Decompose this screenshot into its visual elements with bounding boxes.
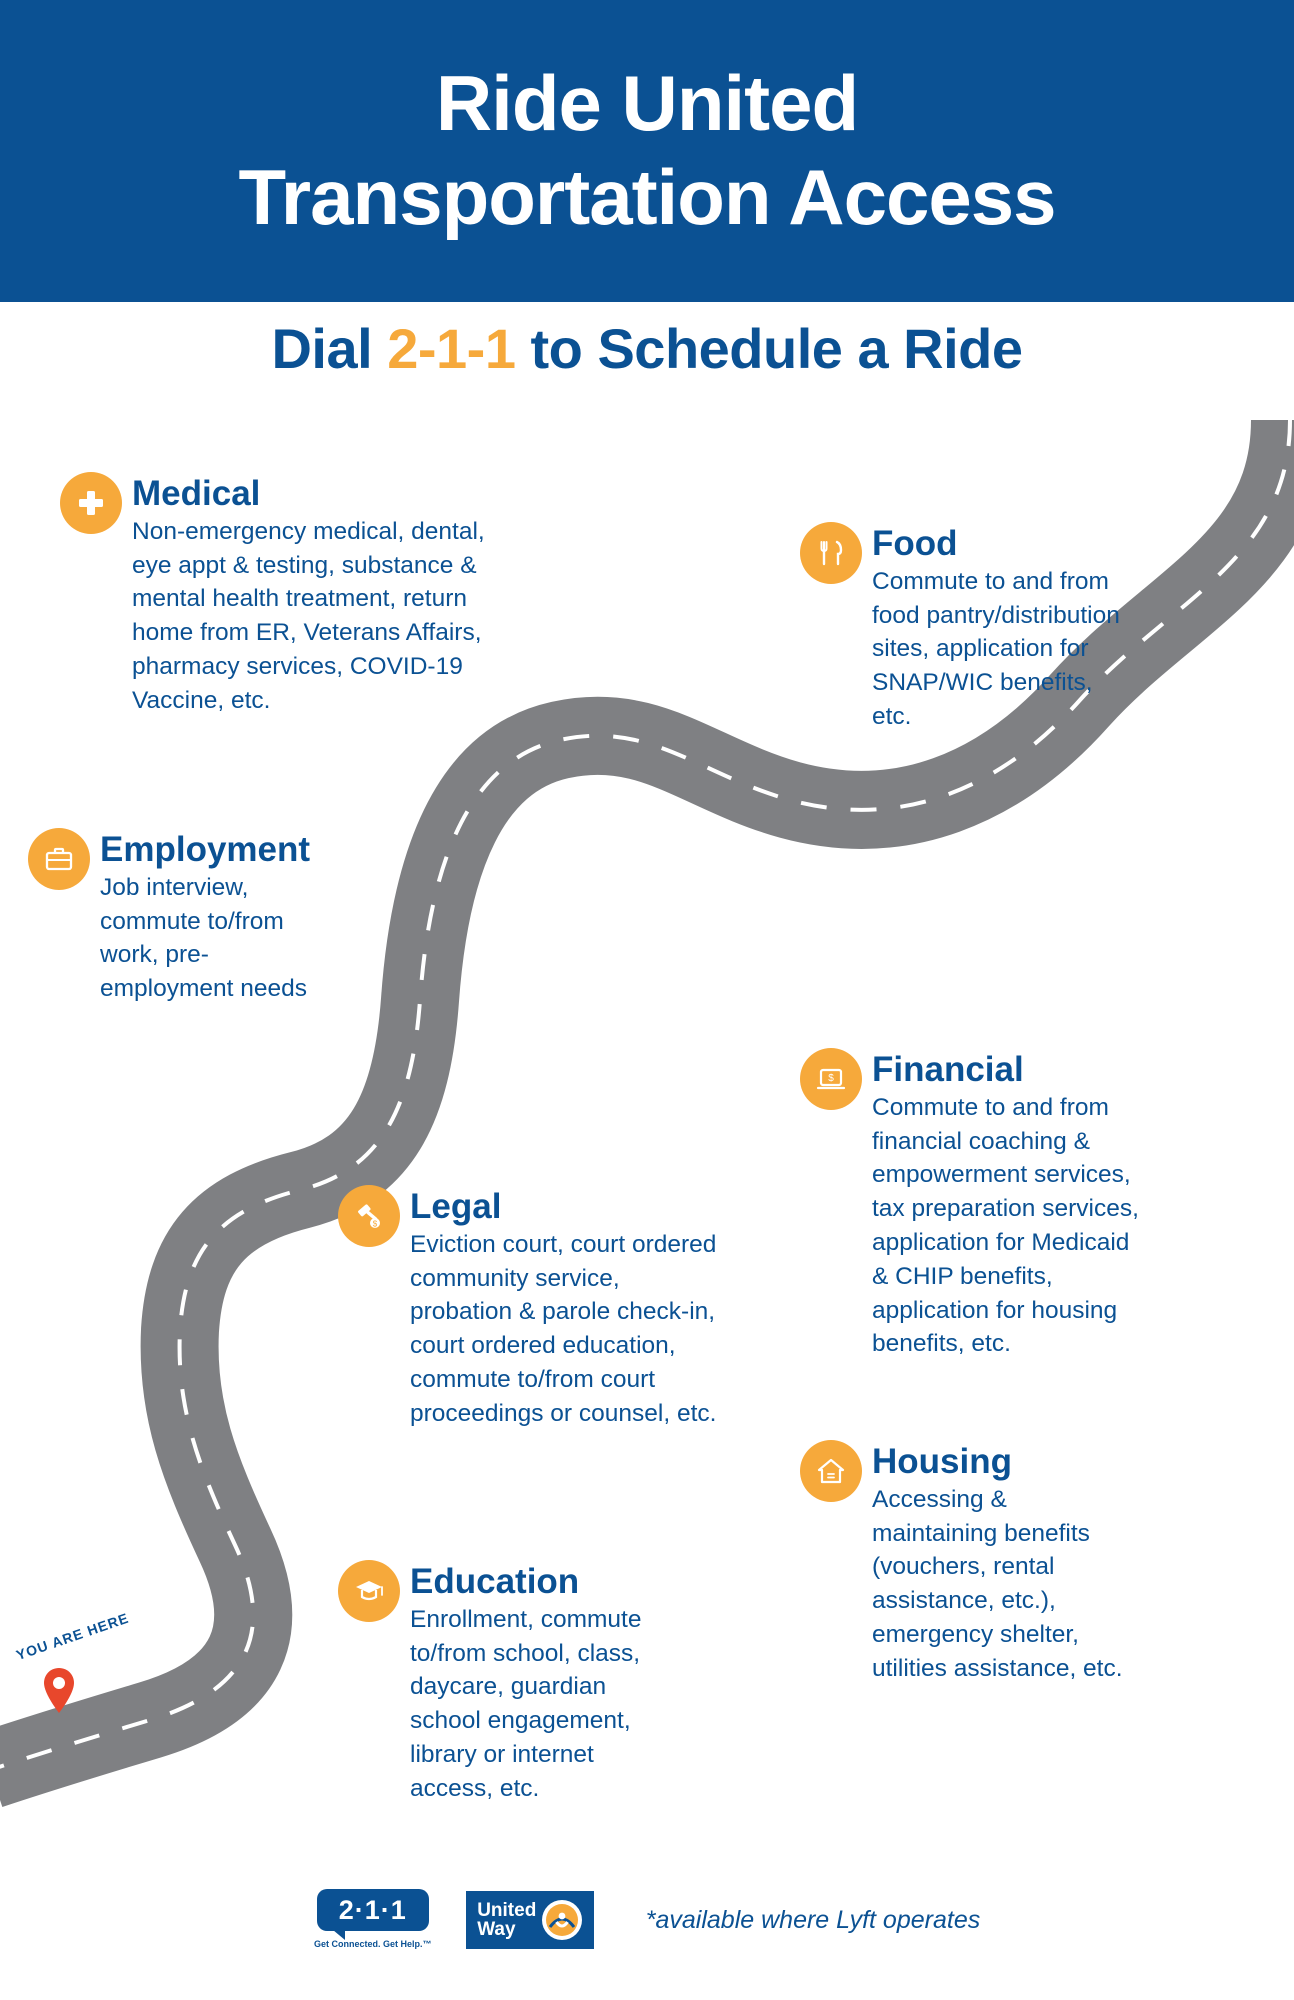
service-title: Employment (100, 830, 311, 869)
service-title: Education (410, 1562, 580, 1601)
gavel-icon (338, 1185, 400, 1247)
subheading-suffix: to Schedule a Ride (515, 317, 1023, 380)
page-title-line1: Ride United (435, 59, 859, 148)
service-title: Medical (132, 474, 261, 513)
service-description: Enrollment, commute to/from school, class, daycare, guardian school engagement, library or internet access, etc. (410, 1605, 642, 1802)
briefcase-icon (28, 828, 90, 890)
svg-text:$: $ (372, 1219, 378, 1229)
logo-211-tagline: Get Connected. Get Help.™ (313, 1939, 432, 1949)
service-item-medical (60, 472, 500, 718)
you-are-here-marker (8, 1609, 131, 1740)
service-item-financial (800, 1048, 1145, 1361)
logo-united-way (466, 1891, 594, 1949)
medical-cross-icon (60, 472, 122, 534)
service-description: Non-emergency medical, dental, eye appt & testing, substance & mental health treatment, return home from ER, Veterans Affairs, pharmacy services, COVID-19 Vaccine, etc. (132, 517, 485, 714)
page-title-line2: Transportation Access (238, 153, 1056, 241)
header-band (0, 0, 1294, 302)
logo-211 (314, 1889, 432, 1951)
service-item-employment (28, 828, 328, 1006)
service-title: Financial (872, 1050, 1024, 1089)
footnote: *available where Lyft operates (645, 1905, 981, 1934)
map-pin-icon (42, 1666, 76, 1721)
service-item-legal (338, 1185, 718, 1431)
service-title: Food (872, 524, 958, 563)
laptop-money-icon (800, 1048, 862, 1110)
footer (0, 1860, 1294, 1980)
service-description: Commute to and from financial coaching & empowerment services, tax preparation services, application for Medicaid & CHIP benefits, application for housing benefits, etc. (872, 1093, 1139, 1358)
subheading-prefix: Dial (271, 317, 388, 380)
logo-211-number: 2·1·1 (317, 1889, 429, 1931)
logo-united-way-line1: United (477, 1900, 537, 1921)
service-title: Housing (872, 1442, 1012, 1481)
united-way-rainbow-icon (542, 1900, 582, 1940)
service-description: Commute to and from food pantry/distribution sites, application for SNAP/WIC benefits, etc. (872, 567, 1120, 730)
subheading (0, 316, 1294, 381)
service-description: Accessing & maintaining benefits (vouchers, rental assistance, etc.), emergency shelter, utilities assistance, etc. (872, 1485, 1123, 1682)
house-icon (800, 1440, 862, 1502)
svg-text:$: $ (828, 1073, 834, 1084)
logo-united-way-text (477, 1901, 536, 1939)
service-item-housing (800, 1440, 1130, 1686)
service-title: Legal (410, 1187, 502, 1226)
food-utensils-icon (800, 522, 862, 584)
service-item-food (800, 522, 1130, 734)
service-description: Job interview, commute to/from work, pre-employment needs (100, 873, 308, 1003)
phone-number-211: 2-1-1 (387, 317, 516, 380)
logo-united-way-line2: Way (477, 1919, 516, 1940)
graduation-cap-icon (338, 1560, 400, 1622)
you-are-here-label: YOU ARE HERE (14, 1609, 131, 1664)
service-item-education (338, 1560, 668, 1806)
service-description: Eviction court, court ordered community service, probation & parole check-in, court ordered education, commute to/from court proceedings or counsel, etc. (410, 1230, 717, 1427)
